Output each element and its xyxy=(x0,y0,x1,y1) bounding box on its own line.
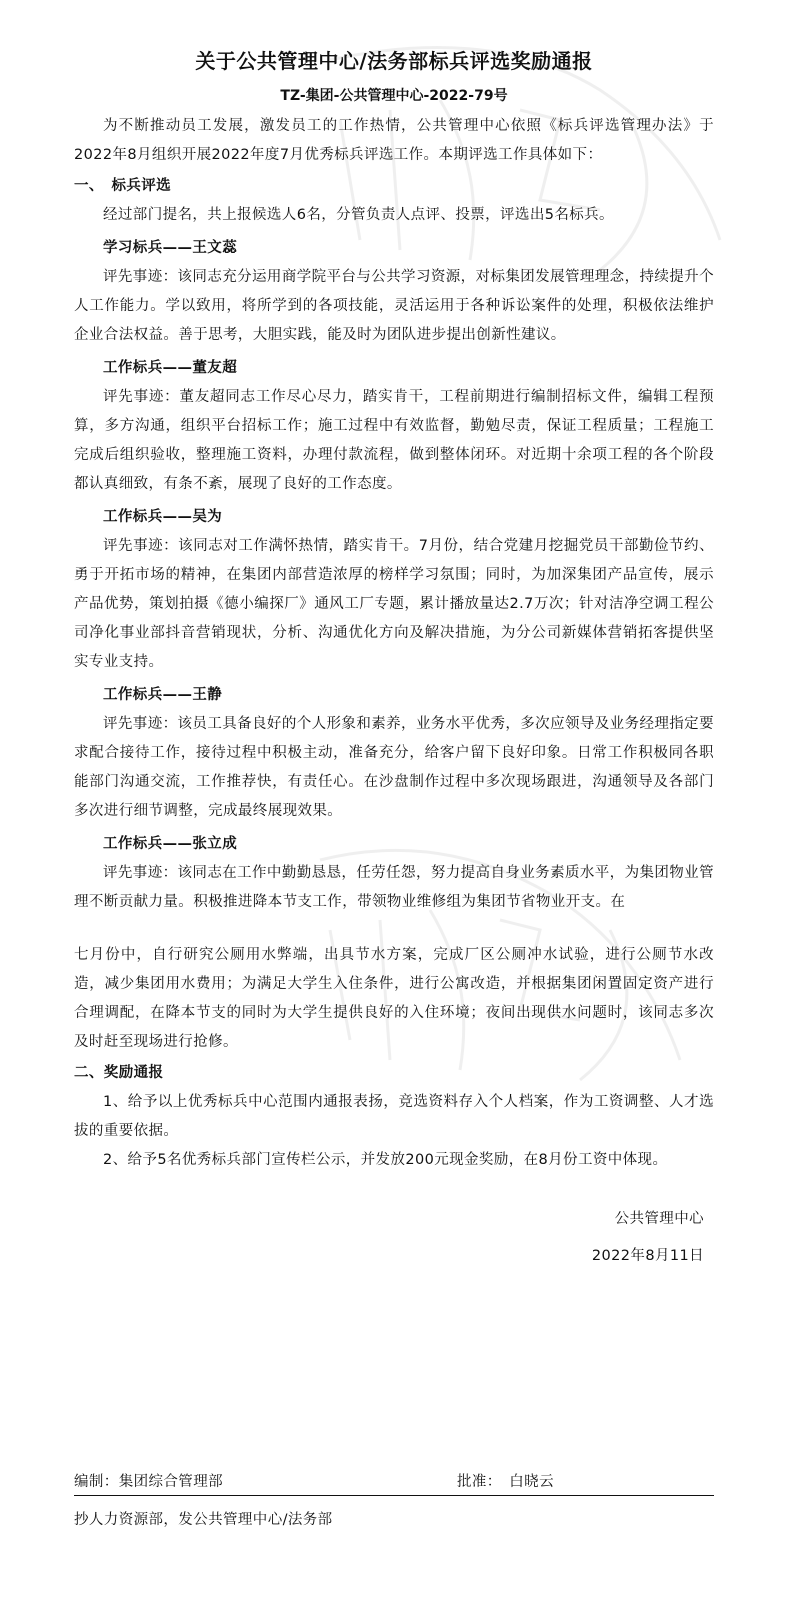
awardee-description-part2: 七月份中，自行研究公厕用水弊端，出具节水方案，完成厂区公厕冲水试验，进行公厕节水改造，减少集团用水费用；为满足大学生入住条件，进行公寓改造，并根据集团闲置固定资产进行合理调配，在降本节支的同时为大学生提供良好的入住环境；夜间出现供水问题时，该同志多次及时赶至现场进行抢修。 xyxy=(74,947,714,1050)
awardee-heading: 工作标兵——王静 xyxy=(103,687,223,703)
document-footer xyxy=(74,1465,714,1532)
footer-editor: 编制：集团综合管理部 xyxy=(74,1474,223,1490)
awardee-heading: 工作标兵——吴为 xyxy=(103,509,223,525)
awardee-description: 评先事迹：董友超同志工作尽心尽力，踏实肯干，工程前期进行编制招标文件，编辑工程预算，多方沟通，组织平台招标工作；施工过程中有效监督，勤勉尽责，保证工程质量；工程施工完成后组织验收，整理施工资料，办理付款流程，做到整体闭环。对近期十余项工程的各个阶段都认真细致，有条不紊，展现了良好的工作态度。 xyxy=(74,389,714,492)
awardee-heading: 工作标兵——张立成 xyxy=(103,836,238,852)
intro-paragraph: 为不断推动员工发展，激发员工的工作热情，公共管理中心依照《标兵评选管理办法》于2022年8月组织开展2022年度7月优秀标兵评选工作。本期评选工作具体如下： xyxy=(74,118,714,163)
awardee-description: 评先事迹：该同志充分运用商学院平台与公共学习资源，对标集团发展管理理念，持续提升个人工作能力。学以致用，将所学到的各项技能，灵活运用于各种诉讼案件的处理，积极依法维护企业合法权益。善于思考，大胆实践，能及时为团队进步提出创新性建议。 xyxy=(74,269,714,343)
awardee-description: 评先事迹：该员工具备良好的个人形象和素养，业务水平优秀，多次应领导及业务经理指定要求配合接待工作，接待过程中积极主动，准备充分，给客户留下良好印象。日常工作积极同各职能部门沟通交流，工作推荐快，有责任心。在沙盘制作过程中多次现场跟进，沟通领导及各部门多次进行细节调整，完成最终展现效果。 xyxy=(74,716,714,819)
section-heading-selection: 一、 标兵评选 xyxy=(74,178,172,194)
awardee-heading: 工作标兵——董友超 xyxy=(103,360,238,376)
awardee-description-part1: 评先事迹：该同志在工作中勤勤恳恳，任劳任怨，努力提高自身业务素质水平，为集团物业管理不断贡献力量。积极推进降本节支工作，带领物业维修组为集团节省物业开支。在 xyxy=(74,865,714,910)
spacer xyxy=(74,1175,714,1205)
line-gap xyxy=(74,917,714,941)
selection-summary: 经过部门提名，共上报候选人6名，分管负责人点评、投票，评选出5名标兵。 xyxy=(103,207,614,223)
footer-approver: 批准： 白晓云 xyxy=(456,1474,554,1490)
footer-approval-row xyxy=(74,1465,714,1496)
reward-item: 2、给予5名优秀标兵部门宣传栏公示，并发放200元现金奖励，在8月份工资中体现。 xyxy=(103,1152,668,1168)
awardee-description: 评先事迹：该同志对工作满怀热情，踏实肯干。7月份，结合党建月挖掘党员干部勤俭节约、勇于开拓市场的精神，在集团内部营造浓厚的榜样学习氛围；同时，为加深集团产品宣传，展示产品优势，策划拍摄《德小编探厂》通风工厂专题，累计播放量达2.7万次；针对洁净空调工程公司净化事业部抖音营销现状，分析、沟通优化方向及解决措施，为分公司新媒体营销拓客提供坚实专业支持。 xyxy=(74,538,714,670)
document-number: TZ-集团-公共管理中心-2022-79号 xyxy=(280,88,508,104)
document-body xyxy=(74,46,714,1271)
reward-item: 1、给予以上优秀标兵中心范围内通报表扬，竞选资料存入个人档案，作为工资调整、人才选拔的重要依据。 xyxy=(74,1094,714,1139)
document-title: 关于公共管理中心/法务部标兵评选奖励通报 xyxy=(195,49,593,73)
signature-org: 公共管理中心 xyxy=(614,1211,704,1227)
section-heading-reward: 二、奖励通报 xyxy=(74,1065,164,1081)
footer-cc: 抄人力资源部，发公共管理中心/法务部 xyxy=(74,1512,333,1528)
signature-date: 2022年8月11日 xyxy=(591,1248,704,1264)
awardee-heading: 学习标兵——王文蕊 xyxy=(103,240,238,256)
